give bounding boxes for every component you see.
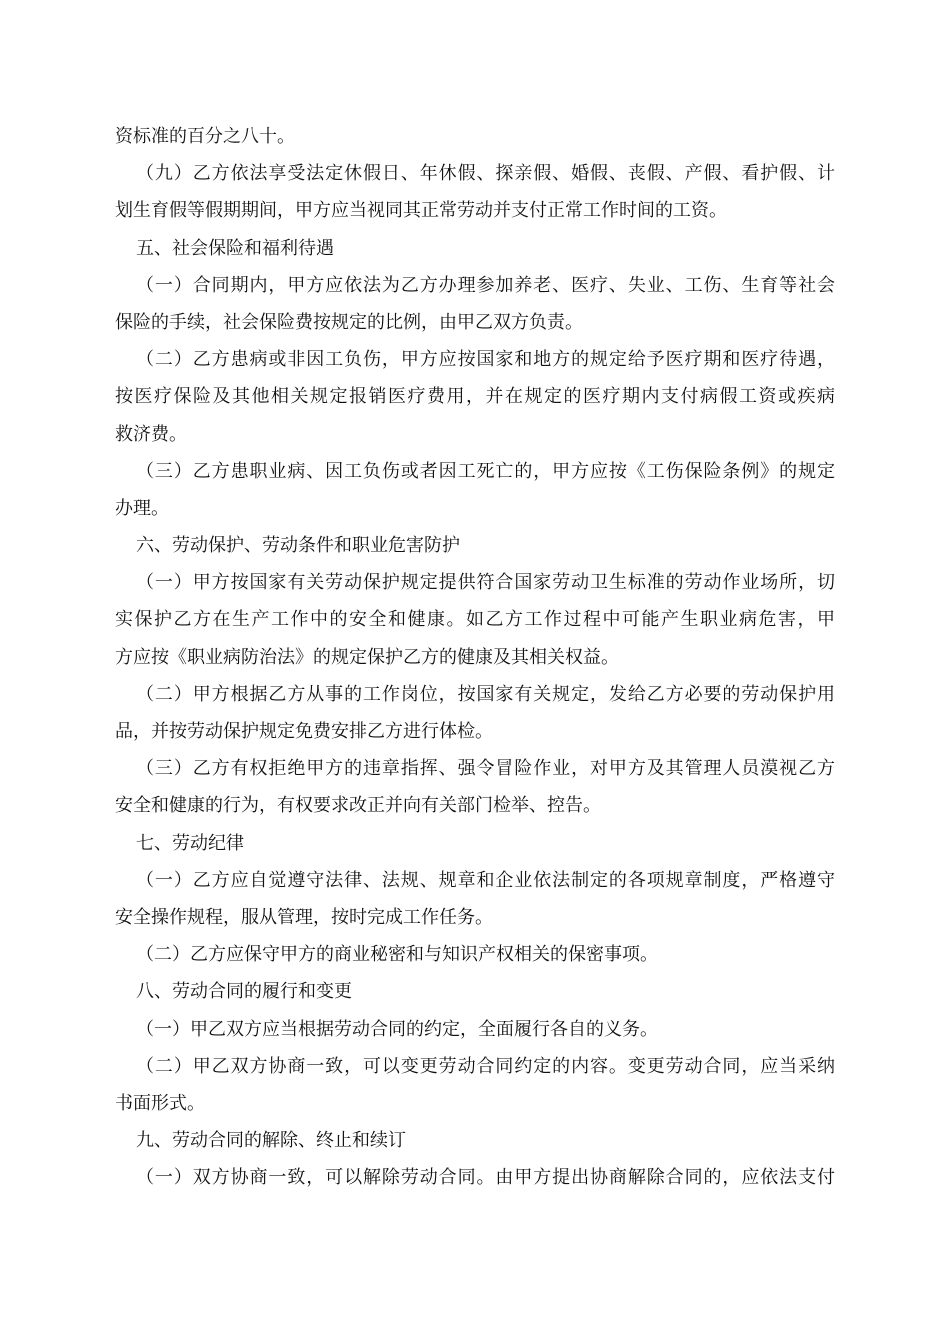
text-line: （九）乙方依法享受法定休假日、年休假、探亲假、婚假、丧假、产假、看护假、计 bbox=[136, 163, 835, 185]
text-line: （二）甲方根据乙方从事的工作岗位，按国家有关规定，发给乙方必要的劳动保护用 bbox=[136, 683, 835, 705]
text-line: 安全操作规程，服从管理，按时完成工作任务。 bbox=[115, 906, 493, 928]
text-line: （二）乙方应保守甲方的商业秘密和与知识产权相关的保密事项。 bbox=[136, 944, 658, 966]
text-line: 六、劳动保护、劳动条件和职业危害防护 bbox=[136, 535, 460, 557]
text-line: 安全和健康的行为，有权要求改正并向有关部门检举、控告。 bbox=[115, 795, 601, 817]
text-line: 保险的手续，社会保险费按规定的比例，由甲乙双方负责。 bbox=[115, 311, 583, 333]
text-line: （一）乙方应自觉遵守法律、法规、规章和企业依法制定的各项规章制度，严格遵守 bbox=[136, 869, 835, 891]
text-line: 资标准的百分之八十。 bbox=[115, 126, 295, 147]
text-line: （一）甲乙双方应当根据劳动合同的约定，全面履行各自的义务。 bbox=[136, 1018, 658, 1040]
text-line: 品，并按劳动保护规定免费安排乙方进行体检。 bbox=[115, 721, 493, 742]
text-line: （二）甲乙双方协商一致，可以变更劳动合同约定的内容。变更劳动合同，应当采纳 bbox=[136, 1055, 835, 1077]
text-line: 五、社会保险和福利待遇 bbox=[136, 237, 334, 259]
text-line: （三）乙方患职业病、因工负伤或者因工死亡的，甲方应按《工伤保险条例》的规定 bbox=[136, 460, 835, 482]
text-line: 救济费。 bbox=[115, 423, 187, 445]
text-line: 实保护乙方在生产工作中的安全和健康。如乙方工作过程中可能产生职业病危害，甲 bbox=[115, 609, 835, 631]
text-line: 九、劳动合同的解除、终止和续订 bbox=[136, 1130, 406, 1152]
text-line: 划生育假等假期期间，甲方应当视同其正常劳动并支付正常工作时间的工资。 bbox=[115, 200, 727, 222]
text-line: （一）合同期内，甲方应依法为乙方办理参加养老、医疗、失业、工伤、生育等社会 bbox=[136, 274, 835, 296]
text-line: 办理。 bbox=[115, 497, 169, 519]
text-line: 按医疗保险及其他相关规定报销医疗费用，并在规定的医疗期内支付病假工资或疾病 bbox=[115, 386, 835, 408]
text-line: 方应按《职业病防治法》的规定保护乙方的健康及其相关权益。 bbox=[115, 646, 619, 668]
text-line: （一）双方协商一致，可以解除劳动合同。由甲方提出协商解除合同的，应依法支付 bbox=[136, 1167, 835, 1189]
text-line: （一）甲方按国家有关劳动保护规定提供符合国家劳动卫生标准的劳动作业场所，切 bbox=[136, 572, 835, 594]
text-line: （三）乙方有权拒绝甲方的违章指挥、强令冒险作业，对甲方及其管理人员漠视乙方 bbox=[136, 758, 835, 780]
text-line: 书面形式。 bbox=[115, 1092, 205, 1114]
text-line: （二）乙方患病或非因工负伤，甲方应按国家和地方的规定给予医疗期和医疗待遇， bbox=[136, 349, 835, 371]
text-line: 八、劳动合同的履行和变更 bbox=[136, 981, 352, 1003]
text-line: 七、劳动纪律 bbox=[136, 832, 244, 854]
document-body bbox=[115, 118, 835, 1196]
